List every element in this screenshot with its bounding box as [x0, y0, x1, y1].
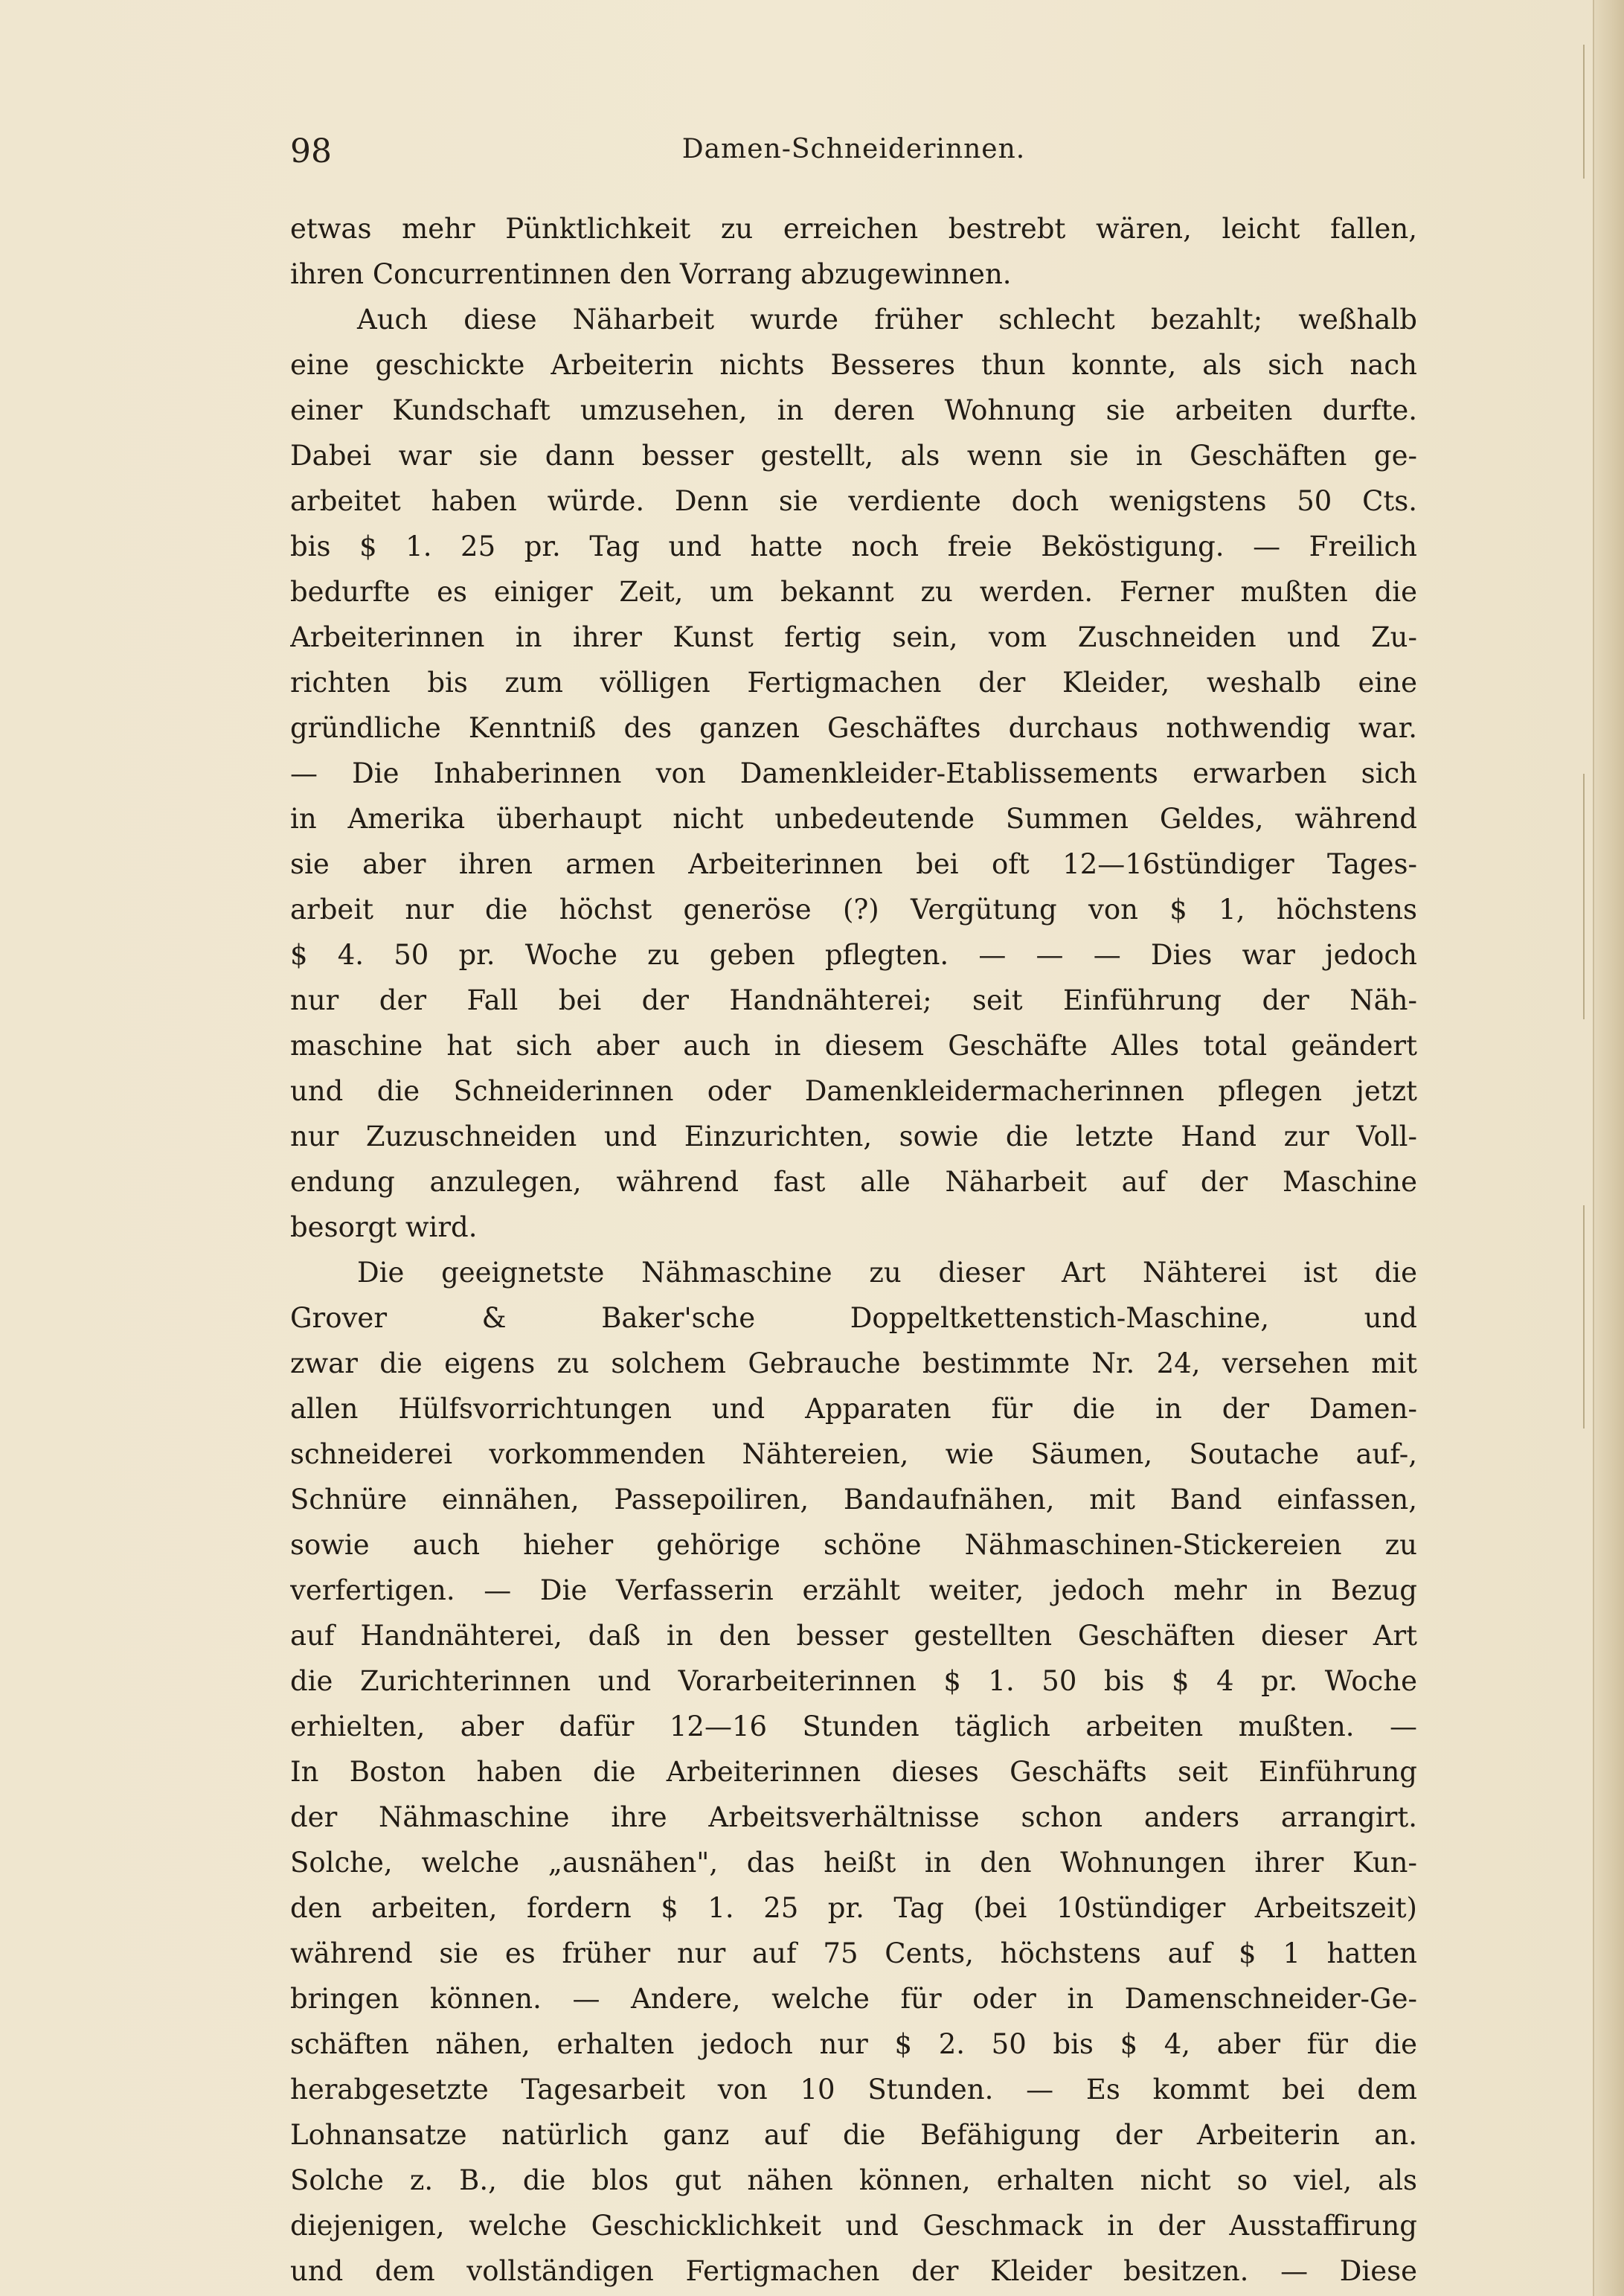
text-line: und die Schneiderinnen oder Damenkleidermacherinnen pflegen jetzt	[290, 1075, 1417, 1107]
text-line: gründliche Kenntniß des ganzen Geschäftes durchaus nothwendig war.	[290, 712, 1417, 744]
text-line: — Die Inhaberinnen von Damenkleider-Etablissements erwarben sich	[290, 757, 1417, 789]
text-line: allen Hülfsvorrichtungen und Apparaten für die in der Damen-	[290, 1393, 1417, 1425]
text-line: die Zurichterinnen und Vorarbeiterinnen $ 1. 50 bis $ 4 pr. Woche	[290, 1665, 1417, 1697]
text-line: diejenigen, welche Geschicklichkeit und Geschmack in der Ausstaffirung	[290, 2210, 1417, 2242]
text-line: richten bis zum völligen Fertigmachen der Kleider, weshalb eine	[290, 667, 1417, 699]
text-line: Auch diese Näharbeit wurde früher schlecht bezahlt; weßhalb	[357, 304, 1417, 336]
text-line: Schnüre einnähen, Passepoiliren, Bandaufnähen, mit Band einfassen,	[290, 1484, 1417, 1516]
text-line: endung anzulegen, während fast alle Näharbeit auf der Maschine	[290, 1166, 1417, 1198]
text-line: maschine hat sich aber auch in diesem Geschäfte Alles total geändert	[290, 1030, 1417, 1062]
text-line: ihren Concurrentinnen den Vorrang abzugewinnen.	[290, 258, 1012, 290]
text-line: bringen können. — Andere, welche für oder in Damenschneider-Ge-	[290, 1983, 1417, 2015]
text-line: schneiderei vorkommenden Nähtereien, wie Säumen, Soutache auf-,	[290, 1438, 1417, 1470]
text-line: zwar die eigens zu solchem Gebrauche bestimmte Nr. 24, versehen mit	[290, 1347, 1417, 1379]
text-line: einer Kundschaft umzusehen, in deren Wohnung sie arbeiten durfte.	[290, 394, 1417, 426]
text-line: schäften nähen, erhalten jedoch nur $ 2. 50 bis $ 4, aber für die	[290, 2028, 1417, 2060]
text-line: erhielten, aber dafür 12—16 Stunden täglich arbeiten mußten. —	[290, 1710, 1417, 1742]
text-line: besorgt wird.	[290, 1211, 478, 1243]
text-line: Solche z. B., die blos gut nähen können, erhalten nicht so viel, als	[290, 2164, 1417, 2196]
text-line: Dabei war sie dann besser gestellt, als wenn sie in Geschäften ge-	[290, 440, 1417, 472]
text-line: $ 4. 50 pr. Woche zu geben pflegten. — — — Dies war jedoch	[290, 939, 1417, 971]
text-line: sowie auch hieher gehörige schöne Nähmaschinen-Stickereien zu	[290, 1529, 1417, 1561]
text-line: nur Zuzuschneiden und Einzurichten, sowie die letzte Hand zur Voll-	[290, 1120, 1417, 1152]
text-line: der Nähmaschine ihre Arbeitsverhältnisse schon anders arrangirt.	[290, 1801, 1417, 1833]
text-line: arbeit nur die höchst generöse (?) Vergütung von $ 1, höchstens	[290, 894, 1417, 926]
text-line: bis $ 1. 25 pr. Tag und hatte noch freie Beköstigung. — Freilich	[290, 530, 1417, 562]
text-line: in Amerika überhaupt nicht unbedeutende Summen Geldes, während	[290, 803, 1417, 835]
text-line: etwas mehr Pünktlichkeit zu erreichen bestrebt wären, leicht fallen,	[290, 213, 1417, 245]
text-line: nur der Fall bei der Handnähterei; seit Einführung der Näh-	[290, 984, 1417, 1016]
text-line: den arbeiten, fordern $ 1. 25 pr. Tag (bei 10stündiger Arbeitszeit)	[290, 1892, 1417, 1924]
text-line: Die geeignetste Nähmaschine zu dieser Art Nähterei ist die	[357, 1257, 1417, 1289]
page-edge-line	[1583, 1205, 1585, 1428]
text-line: In Boston haben die Arbeiterinnen dieses Geschäfts seit Einführung	[290, 1756, 1417, 1788]
text-line: sie aber ihren armen Arbeiterinnen bei oft 12—16stündiger Tages-	[290, 848, 1417, 880]
page-edge-line	[1583, 774, 1585, 1019]
page-number: 98	[290, 132, 332, 170]
text-line: auf Handnähterei, daß in den besser gestellten Geschäften dieser Art	[290, 1620, 1417, 1652]
text-line: Solche, welche „ausnähen", das heißt in den Wohnungen ihrer Kun-	[290, 1847, 1417, 1879]
text-line: verfertigen. — Die Verfasserin erzählt weiter, jedoch mehr in Bezug	[290, 1574, 1417, 1606]
text-line: arbeitet haben würde. Denn sie verdiente doch wenigstens 50 Cts.	[290, 485, 1417, 517]
running-title: Damen-Schneiderinnen.	[681, 134, 1026, 164]
body-text	[290, 206, 1417, 2294]
text-line: und dem vollständigen Fertigmachen der Kleider besitzen. — Diese	[290, 2255, 1417, 2287]
text-line: eine geschickte Arbeiterin nichts Besseres thun konnte, als sich nach	[290, 349, 1417, 381]
page-header	[290, 132, 1417, 177]
text-line: bedurfte es einiger Zeit, um bekannt zu werden. Ferner mußten die	[290, 576, 1417, 608]
text-line: Grover & Baker'sche Doppeltkettenstich-Maschine, und	[290, 1302, 1417, 1334]
text-line: Arbeiterinnen in ihrer Kunst fertig sein, vom Zuschneiden und Zu-	[290, 621, 1417, 653]
page-edge-shadow	[1593, 0, 1624, 2296]
text-line: Lohnansatze natürlich ganz auf die Befähigung der Arbeiterin an.	[290, 2119, 1417, 2151]
page-edge-line	[1583, 45, 1585, 179]
text-line: während sie es früher nur auf 75 Cents, höchstens auf $ 1 hatten	[290, 1937, 1417, 1969]
text-line: herabgesetzte Tagesarbeit von 10 Stunden. — Es kommt bei dem	[290, 2074, 1417, 2106]
